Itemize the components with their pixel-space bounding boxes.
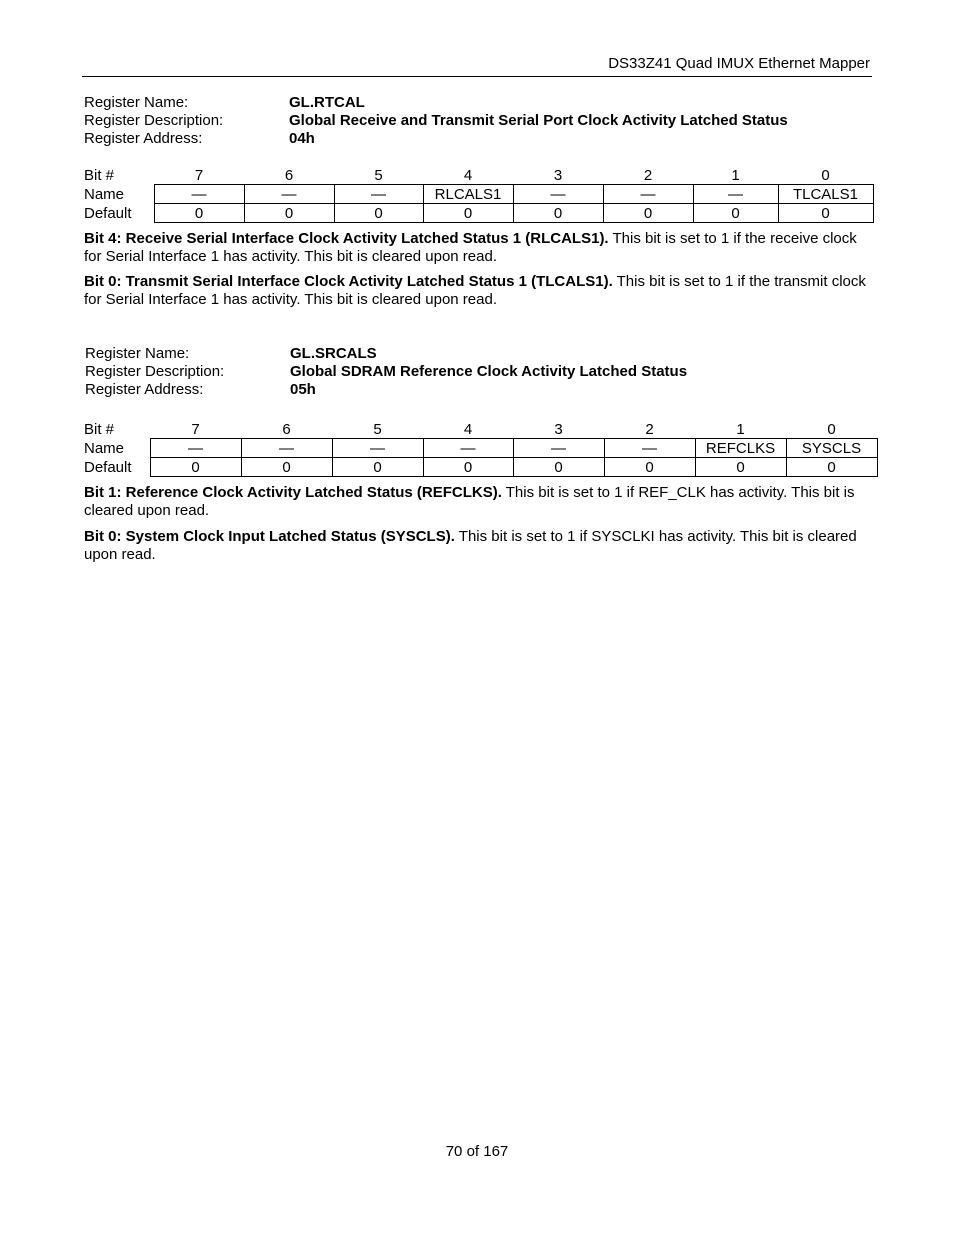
register-name-label: Register Name:	[84, 94, 189, 111]
bit-description	[84, 484, 874, 520]
bit-number: 3	[553, 166, 563, 184]
register-description-label: Register Description:	[85, 363, 225, 380]
bit-default-row	[84, 458, 877, 477]
bit-number: 2	[643, 166, 653, 184]
bit-name-cell: —	[604, 439, 695, 458]
bit-name-cell: —	[154, 185, 244, 204]
register-address-label: Register Address:	[85, 381, 204, 398]
register-info-srcals	[85, 345, 687, 399]
bit-default-cell: 0	[150, 458, 241, 477]
bit-description	[84, 273, 874, 309]
bit-number: 0	[827, 420, 836, 438]
bit-number: 2	[645, 420, 654, 438]
bit-default-cell: 0	[513, 458, 604, 477]
bit-default-cell: 0	[423, 458, 513, 477]
bit-default-cell: 0	[423, 204, 513, 223]
bit-description-text: This bit is set to 1 if the receive clock for Serial Interface 1 has activity. This bit is cleared upon read.	[84, 230, 857, 265]
bit-default-cell: 0	[244, 204, 334, 223]
bit-number: 4	[463, 166, 473, 184]
name-row-label: Name	[84, 439, 125, 457]
bit-row-label: Bit #	[84, 420, 115, 438]
bit-description-title: Bit 4: Receive Serial Interface Clock Activity Latched Status 1 (RLCALS1).	[84, 230, 609, 247]
bit-description-text: This bit is set to 1 if REF_CLK has activity. This bit is cleared upon read.	[84, 484, 855, 519]
bit-name-row	[84, 439, 877, 458]
bit-table-srcals	[84, 420, 878, 477]
register-description-value: Global Receive and Transmit Serial Port Clock Activity Latched Status	[289, 112, 788, 129]
bit-number-row	[84, 420, 877, 439]
bit-number-row	[84, 166, 873, 185]
bit-number: 0	[821, 166, 830, 184]
bit-default-cell: 0	[332, 458, 423, 477]
bit-default-cell: 0	[695, 458, 786, 477]
bit-default-row	[84, 204, 873, 223]
bit-number: 7	[191, 420, 200, 438]
bit-description	[84, 528, 874, 564]
bit-name-cell: —	[423, 439, 513, 458]
bit-name-cell: TLCALS1	[778, 185, 873, 204]
bit-row-label: Bit #	[84, 166, 115, 184]
bit-description-title: Bit 1: Reference Clock Activity Latched Status (REFCLKS).	[84, 484, 502, 501]
bit-name-cell: —	[241, 439, 332, 458]
bit-default-cell: 0	[513, 204, 603, 223]
register-address-value: 05h	[290, 381, 316, 398]
bit-default-cell: 0	[693, 204, 778, 223]
bit-number: 4	[463, 420, 473, 438]
default-row-label: Default	[84, 458, 132, 476]
bit-description-text: This bit is set to 1 if the transmit clock for Serial Interface 1 has activity. This bit is cleared upon read.	[84, 273, 866, 308]
bit-description-title: Bit 0: System Clock Input Latched Status (SYSCLS).	[84, 528, 455, 545]
name-row-label: Name	[84, 185, 125, 203]
register-description-value: Global SDRAM Reference Clock Activity Latched Status	[290, 363, 688, 380]
bit-name-cell: RLCALS1	[423, 185, 513, 204]
register-description-label: Register Description:	[84, 112, 224, 129]
header-divider	[82, 76, 872, 77]
bit-number: 6	[282, 420, 291, 438]
bit-number: 1	[731, 166, 740, 184]
bit-default-cell: 0	[241, 458, 332, 477]
bit-name-cell: —	[693, 185, 778, 204]
page-number: 70 of 167	[445, 1143, 509, 1160]
bit-name-cell: —	[334, 185, 423, 204]
bit-default-cell: 0	[154, 204, 244, 223]
bit-number: 6	[284, 166, 294, 184]
bit-default-cell: 0	[334, 204, 423, 223]
bit-description	[84, 230, 874, 266]
register-name-value: GL.SRCALS	[290, 345, 377, 362]
bit-number: 5	[374, 166, 383, 184]
bit-default-cell: 0	[603, 204, 693, 223]
register-info-rtcal	[84, 94, 788, 148]
bit-number: 3	[554, 420, 563, 438]
bit-name-cell: REFCLKS	[695, 439, 786, 458]
bit-number: 5	[373, 420, 382, 438]
bit-table-rtcal	[84, 166, 874, 223]
bit-number: 1	[736, 420, 745, 438]
bit-name-row	[84, 185, 873, 204]
bit-number: 7	[194, 166, 204, 184]
document-header-title: DS33Z41 Quad IMUX Ethernet Mapper	[608, 55, 870, 72]
bit-name-cell: —	[603, 185, 693, 204]
register-address-value: 04h	[289, 130, 315, 147]
register-name-value: GL.RTCAL	[289, 94, 365, 111]
register-address-label: Register Address:	[84, 130, 203, 147]
bit-name-cell: —	[244, 185, 334, 204]
bit-default-cell: 0	[786, 458, 877, 477]
default-row-label: Default	[84, 204, 132, 222]
bit-name-cell: SYSCLS	[786, 439, 877, 458]
register-name-label: Register Name:	[85, 345, 190, 362]
bit-default-cell: 0	[778, 204, 873, 223]
bit-name-cell: —	[332, 439, 423, 458]
bit-description-text: This bit is set to 1 if SYSCLKI has activity. This bit is cleared upon read.	[84, 528, 857, 563]
bit-name-cell: —	[150, 439, 241, 458]
bit-name-cell: —	[513, 439, 604, 458]
bit-name-cell: —	[513, 185, 603, 204]
bit-default-cell: 0	[604, 458, 695, 477]
bit-description-title: Bit 0: Transmit Serial Interface Clock Activity Latched Status 1 (TLCALS1).	[84, 273, 613, 290]
